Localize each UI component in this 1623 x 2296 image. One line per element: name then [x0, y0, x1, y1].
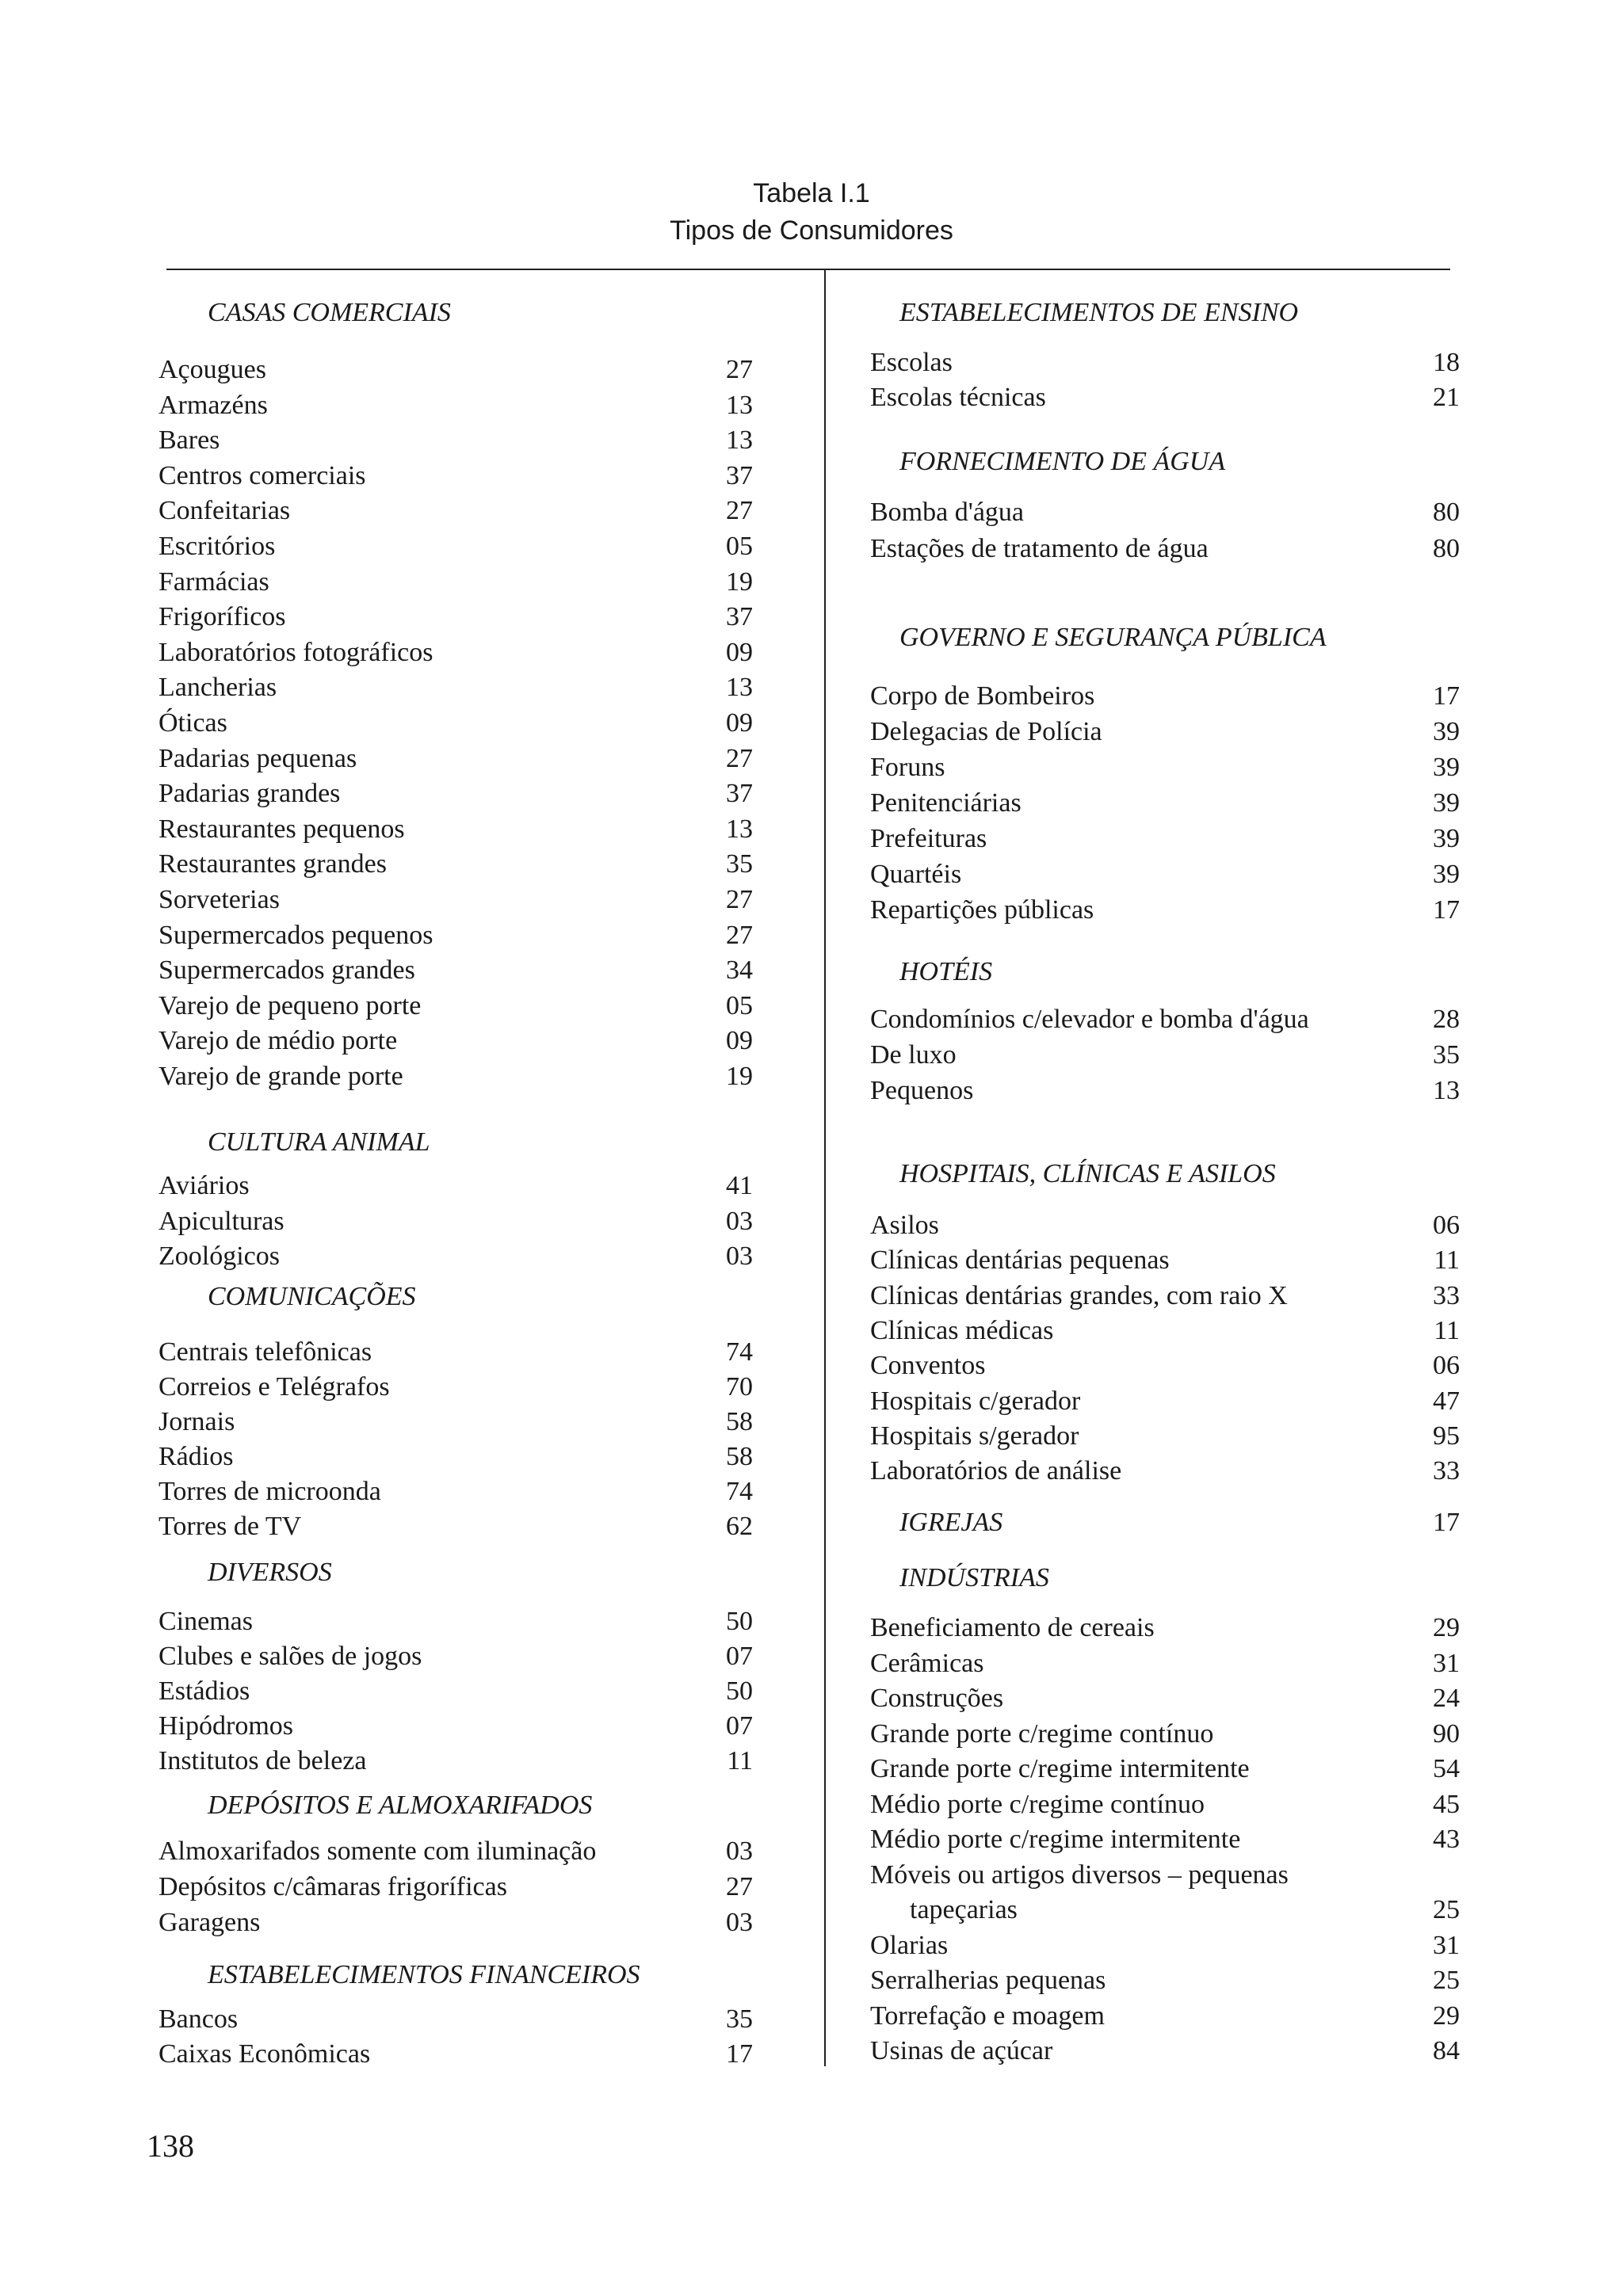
row-label: Médio porte c/regime contínuo: [870, 1789, 1205, 1819]
section-title-cultura-animal: CULTURA ANIMAL: [208, 1127, 430, 1157]
row-value: 39: [1433, 753, 1460, 782]
row-label: Foruns: [870, 753, 945, 782]
row-label: Escolas técnicas: [870, 383, 1046, 412]
section-title-diversos: DIVERSOS: [208, 1558, 332, 1587]
row-value: 07: [726, 1642, 753, 1671]
row-label: Torres de microonda: [158, 1477, 381, 1506]
row-value: 11: [1434, 1245, 1460, 1276]
row-label: Hospitais s/gerador: [870, 1421, 1079, 1451]
row-value: 33: [1433, 1456, 1460, 1486]
row-value: 39: [1433, 788, 1460, 818]
row-value: 21: [1433, 383, 1460, 412]
row-label: Olarias: [870, 1930, 949, 1960]
row-label: tapeçarias: [910, 1895, 1018, 1924]
row-label: Sorveterias: [158, 885, 280, 914]
row-label: Torrefação e moagem: [870, 2000, 1105, 2031]
row-value: 27: [726, 1872, 753, 1901]
row-label: Médio porte c/regime intermitente: [870, 1825, 1241, 1854]
row-value: 17: [1433, 681, 1460, 711]
row-label: Asilos: [870, 1211, 939, 1240]
row-value: 03: [726, 1836, 753, 1866]
row-label: Quartéis: [870, 860, 962, 889]
row-value: 19: [726, 1062, 753, 1091]
row-value: 80: [1433, 498, 1460, 527]
row-value: 58: [726, 1407, 753, 1436]
row-value: 29: [1433, 2000, 1460, 2031]
row-value: 80: [1433, 534, 1460, 563]
row-value: 27: [726, 885, 753, 914]
row-label: Varejo de médio porte: [158, 1026, 398, 1056]
row-value: 09: [726, 637, 753, 667]
row-label: Correios e Telégrafos: [158, 1372, 390, 1402]
row-label: De luxo: [870, 1040, 957, 1070]
row-label: Condomínios c/elevador e bomba d'água: [870, 1005, 1309, 1034]
row-value: 11: [1434, 1315, 1460, 1345]
section-title-estabelecimentos-de-ensino: ESTABELECIMENTOS DE ENSINO: [899, 298, 1299, 327]
row-value: 35: [726, 849, 753, 879]
row-label: Padarias grandes: [158, 779, 341, 809]
row-label: Torres de TV: [158, 1512, 302, 1541]
row-label: Bancos: [158, 2004, 239, 2034]
row-label: Repartições públicas: [870, 895, 1094, 925]
row-value: 74: [726, 1477, 753, 1506]
row-value: 03: [726, 1908, 753, 1937]
row-value: 13: [726, 814, 753, 844]
row-label: Clínicas dentárias pequenas: [870, 1245, 1170, 1276]
row-label: Móveis ou artigos diversos – pequenas: [870, 1859, 1289, 1890]
row-value: 29: [1433, 1613, 1460, 1642]
row-label: Restaurantes grandes: [158, 849, 387, 879]
row-value: 27: [726, 920, 753, 950]
row-value: 09: [726, 1026, 753, 1056]
row-value: 19: [726, 566, 753, 597]
row-label: Usinas de açúcar: [870, 2036, 1053, 2065]
row-value: 58: [726, 1442, 753, 1471]
page-number: 138: [147, 2128, 194, 2164]
section-title-igrejas: IGREJAS: [899, 1508, 1003, 1537]
row-value: 95: [1433, 1421, 1460, 1451]
row-label: Varejo de pequeno porte: [158, 990, 422, 1020]
row-label: Supermercados pequenos: [158, 920, 433, 950]
row-value: 54: [1433, 1754, 1460, 1783]
row-value: 90: [1433, 1718, 1460, 1749]
row-label: Rádios: [158, 1442, 234, 1471]
row-value: 34: [726, 955, 753, 986]
section-title-industrias: INDÚSTRIAS: [899, 1563, 1049, 1592]
row-value: 05: [726, 532, 753, 561]
row-value: 31: [1433, 1930, 1460, 1960]
row-label: Confeitarias: [158, 496, 291, 526]
row-value: 62: [726, 1512, 753, 1541]
row-value: 84: [1433, 2036, 1460, 2065]
row-value: 13: [726, 425, 753, 456]
row-value: 06: [1433, 1351, 1460, 1381]
row-label: Institutos de beleza: [158, 1746, 367, 1775]
row-label: Cinemas: [158, 1607, 253, 1636]
row-value: 28: [1433, 1005, 1460, 1034]
row-value: 03: [726, 1241, 753, 1271]
section-title-governo-e-seguranca-publica: GOVERNO E SEGURANÇA PÚBLICA: [899, 623, 1327, 652]
row-label: Supermercados grandes: [158, 955, 415, 986]
row-label: Bares: [158, 425, 220, 456]
row-value: 35: [726, 2004, 753, 2034]
row-label: Farmácias: [158, 566, 269, 597]
row-label: Aviários: [158, 1171, 250, 1200]
row-label: Zoológicos: [158, 1241, 280, 1271]
row-value: 13: [1433, 1076, 1460, 1105]
row-label: Caixas Econômicas: [158, 2039, 371, 2069]
row-value: 06: [1433, 1211, 1460, 1240]
row-value: 39: [1433, 860, 1460, 889]
row-value: 11: [727, 1746, 753, 1775]
row-value: 17: [726, 2039, 753, 2069]
section-value: 17: [1433, 1508, 1460, 1537]
row-label: Clubes e salões de jogos: [158, 1642, 422, 1671]
row-label: Centros comerciais: [158, 460, 366, 490]
row-value: 27: [726, 496, 753, 526]
row-label: Escolas: [870, 348, 953, 377]
row-label: Corpo de Bombeiros: [870, 681, 1095, 711]
row-value: 37: [726, 460, 753, 490]
row-value: 37: [726, 779, 753, 809]
row-label: Hospitais c/gerador: [870, 1386, 1081, 1416]
row-label: Laboratórios fotográficos: [158, 637, 433, 667]
section-title-fornecimento-de-agua: FORNECIMENTO DE ÁGUA: [899, 447, 1226, 476]
row-value: 50: [726, 1607, 753, 1636]
row-label: Óticas: [158, 708, 227, 738]
row-label: Grande porte c/regime intermitente: [870, 1754, 1250, 1783]
section-title-hoteis: HOTÉIS: [899, 957, 993, 986]
row-label: Escritórios: [158, 532, 276, 561]
row-label: Varejo de grande porte: [158, 1062, 403, 1091]
row-value: 25: [1433, 1895, 1460, 1924]
row-value: 70: [726, 1372, 753, 1402]
row-label: Padarias pequenas: [158, 743, 357, 773]
row-label: Estações de tratamento de água: [870, 534, 1209, 563]
row-label: Penitenciárias: [870, 788, 1022, 818]
row-label: Apiculturas: [158, 1206, 285, 1236]
row-label: Restaurantes pequenos: [158, 814, 405, 844]
row-value: 39: [1433, 824, 1460, 853]
row-label: Laboratórios de análise: [870, 1456, 1122, 1486]
row-label: Beneficiamento de cereais: [870, 1613, 1155, 1642]
section-title-casas-comerciais: CASAS COMERCIAIS: [208, 298, 451, 327]
row-label: Lancherias: [158, 673, 277, 703]
row-label: Grande porte c/regime contínuo: [870, 1718, 1214, 1749]
row-value: 25: [1433, 1966, 1460, 1995]
row-value: 35: [1433, 1040, 1460, 1070]
row-value: 31: [1433, 1648, 1460, 1678]
row-label: Garagens: [158, 1908, 261, 1937]
row-value: 13: [726, 673, 753, 703]
row-label: Conventos: [870, 1351, 986, 1381]
row-label: Frigoríficos: [158, 602, 286, 632]
row-value: 74: [726, 1337, 753, 1367]
table-caption-label: Tabela I.1: [753, 178, 870, 208]
row-value: 39: [1433, 717, 1460, 746]
row-label: Bomba d'água: [870, 498, 1025, 527]
row-value: 09: [726, 708, 753, 738]
row-value: 17: [1433, 895, 1460, 925]
row-value: 37: [726, 602, 753, 632]
row-value: 27: [726, 743, 753, 773]
row-label: Clínicas médicas: [870, 1315, 1054, 1345]
row-label: Serralherias pequenas: [870, 1966, 1106, 1995]
row-label: Almoxarifados somente com iluminação: [158, 1836, 597, 1866]
row-label: Delegacias de Polícia: [870, 717, 1102, 746]
row-value: 45: [1433, 1789, 1460, 1819]
row-label: Clínicas dentárias grandes, com raio X: [870, 1280, 1288, 1310]
row-label: Cerâmicas: [870, 1648, 984, 1678]
section-title-estabelecimentos-financeiros: ESTABELECIMENTOS FINANCEIROS: [208, 1960, 640, 1989]
row-label: Açougues: [158, 355, 266, 384]
row-value: 33: [1433, 1280, 1460, 1310]
row-value: 43: [1433, 1825, 1460, 1854]
row-label: Pequenos: [870, 1076, 974, 1105]
row-label: Armazéns: [158, 390, 268, 420]
row-label: Estádios: [158, 1676, 250, 1706]
row-label: Prefeituras: [870, 824, 987, 853]
row-value: 41: [726, 1171, 753, 1200]
row-value: 03: [726, 1206, 753, 1236]
section-title-comunicacoes: COMUNICAÇÕES: [208, 1282, 416, 1311]
row-value: 18: [1433, 348, 1460, 377]
row-value: 27: [726, 355, 753, 384]
row-label: Hipódromos: [158, 1711, 293, 1741]
row-label: Centrais telefônicas: [158, 1337, 372, 1367]
section-title-hospitais-clinicas-e-asilos: HOSPITAIS, CLÍNICAS E ASILOS: [899, 1159, 1276, 1188]
row-value: 07: [726, 1711, 753, 1741]
row-value: 13: [726, 390, 753, 420]
table-caption-title: Tipos de Consumidores: [670, 215, 953, 246]
row-value: 24: [1433, 1684, 1460, 1713]
row-value: 05: [726, 990, 753, 1020]
row-value: 47: [1433, 1386, 1460, 1416]
row-label: Construções: [870, 1684, 1004, 1713]
row-value: 50: [726, 1676, 753, 1706]
row-label: Jornais: [158, 1407, 235, 1436]
row-label: Depósitos c/câmaras frigoríficas: [158, 1872, 507, 1901]
section-title-depositos-e-almoxarifados: DEPÓSITOS E ALMOXARIFADOS: [208, 1791, 593, 1820]
